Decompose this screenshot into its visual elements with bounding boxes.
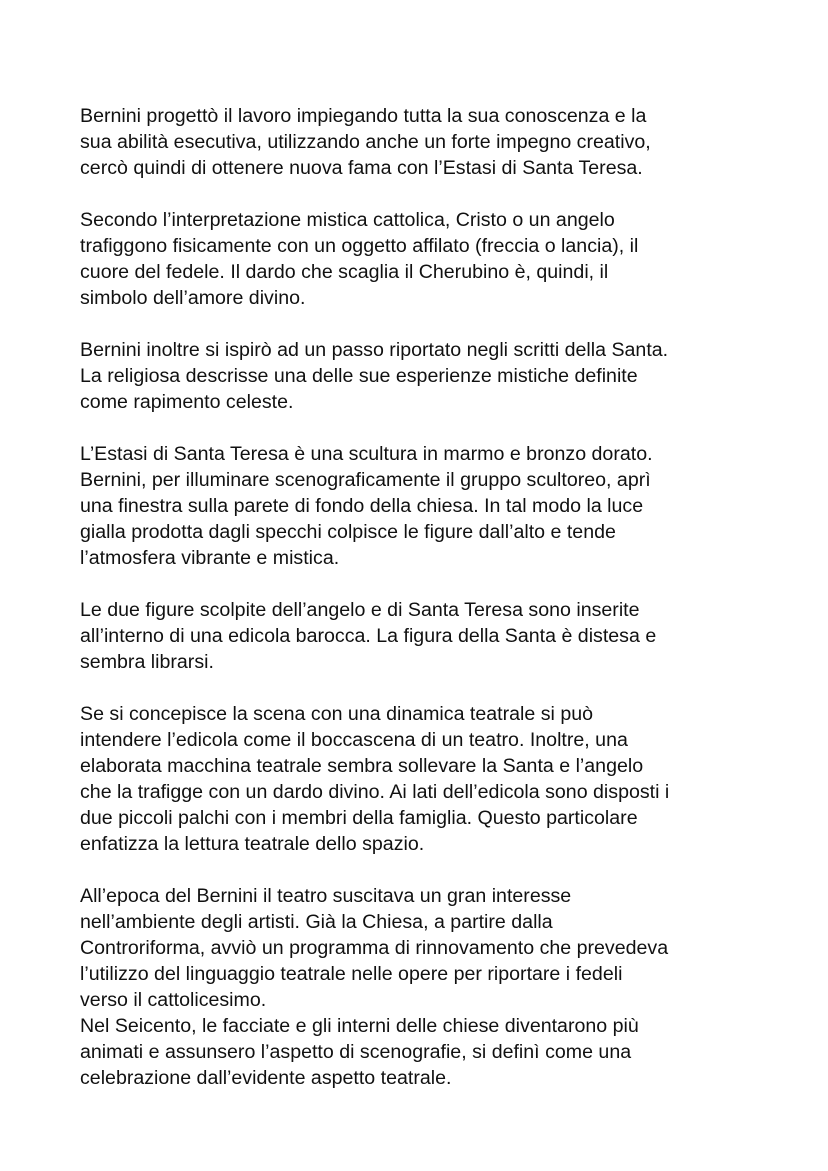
text-line: Bernini inoltre si ispirò ad un passo riportato negli scritti della Santa. bbox=[80, 339, 669, 361]
paragraph-6 bbox=[80, 701, 780, 857]
text-line: elaborata macchina teatrale sembra sollevare la Santa e l’angelo bbox=[80, 755, 644, 777]
text-line: sembra librarsi. bbox=[80, 651, 214, 673]
text-line: all’interno di una edicola barocca. La figura della Santa è distesa e bbox=[80, 625, 657, 647]
text-line: gialla prodotta dagli specchi colpisce le figure dall’alto e tende bbox=[80, 521, 616, 543]
text-line: Bernini, per illuminare scenograficamente il gruppo scultoreo, aprì bbox=[80, 469, 651, 491]
text-line: Secondo l’interpretazione mistica cattolica, Cristo o un angelo bbox=[80, 209, 615, 231]
text-line: L’Estasi di Santa Teresa è una scultura in marmo e bronzo dorato. bbox=[80, 443, 653, 465]
paragraph-3 bbox=[80, 337, 780, 415]
text-line: All’epoca del Bernini il teatro suscitava un gran interesse bbox=[80, 885, 572, 907]
text-line: celebrazione dall’evidente aspetto teatrale. bbox=[80, 1067, 452, 1089]
text-line: Nel Seicento, le facciate e gli interni delle chiese diventarono più bbox=[80, 1015, 639, 1037]
text-line: Le due figure scolpite dell’angelo e di Santa Teresa sono inserite bbox=[80, 599, 640, 621]
text-line: simbolo dell’amore divino. bbox=[80, 287, 306, 309]
text-line: cuore del fedele. Il dardo che scaglia il Cherubino è, quindi, il bbox=[80, 261, 609, 283]
text-line: nell’ambiente degli artisti. Già la Chiesa, a partire dalla bbox=[80, 911, 553, 933]
text-line: l’utilizzo del linguaggio teatrale nelle opere per riportare i fedeli bbox=[80, 963, 623, 985]
paragraph-4 bbox=[80, 441, 780, 571]
text-line: enfatizza la lettura teatrale dello spazio. bbox=[80, 833, 425, 855]
paragraph-8 bbox=[80, 1013, 780, 1091]
paragraph-1 bbox=[80, 103, 780, 181]
paragraph-7 bbox=[80, 883, 780, 1013]
text-line: verso il cattolicesimo. bbox=[80, 989, 267, 1011]
paragraph-2 bbox=[80, 207, 780, 311]
text-line: come rapimento celeste. bbox=[80, 391, 294, 413]
text-line: che la trafigge con un dardo divino. Ai lati dell’edicola sono disposti i bbox=[80, 781, 670, 803]
text-line: trafiggono fisicamente con un oggetto affilato (freccia o lancia), il bbox=[80, 235, 639, 257]
text-line: Controriforma, avviò un programma di rinnovamento che prevedeva bbox=[80, 937, 669, 959]
text-line: cercò quindi di ottenere nuova fama con l’Estasi di Santa Teresa. bbox=[80, 157, 643, 179]
document-page bbox=[80, 103, 780, 1117]
text-line: La religiosa descrisse una delle sue esperienze mistiche definite bbox=[80, 365, 638, 387]
text-line: Bernini progettò il lavoro impiegando tutta la sua conoscenza e la bbox=[80, 105, 647, 127]
text-line: due piccoli palchi con i membri della famiglia. Questo particolare bbox=[80, 807, 638, 829]
text-line: sua abilità esecutiva, utilizzando anche un forte impegno creativo, bbox=[80, 131, 651, 153]
text-line: animati e assunsero l’aspetto di scenografie, si definì come una bbox=[80, 1041, 632, 1063]
text-line: Se si concepisce la scena con una dinamica teatrale si può bbox=[80, 703, 594, 725]
text-line: una finestra sulla parete di fondo della chiesa. In tal modo la luce bbox=[80, 495, 644, 517]
text-line: l’atmosfera vibrante e mistica. bbox=[80, 547, 340, 569]
paragraph-5 bbox=[80, 597, 780, 675]
text-line: intendere l’edicola come il boccascena di un teatro. Inoltre, una bbox=[80, 729, 628, 751]
